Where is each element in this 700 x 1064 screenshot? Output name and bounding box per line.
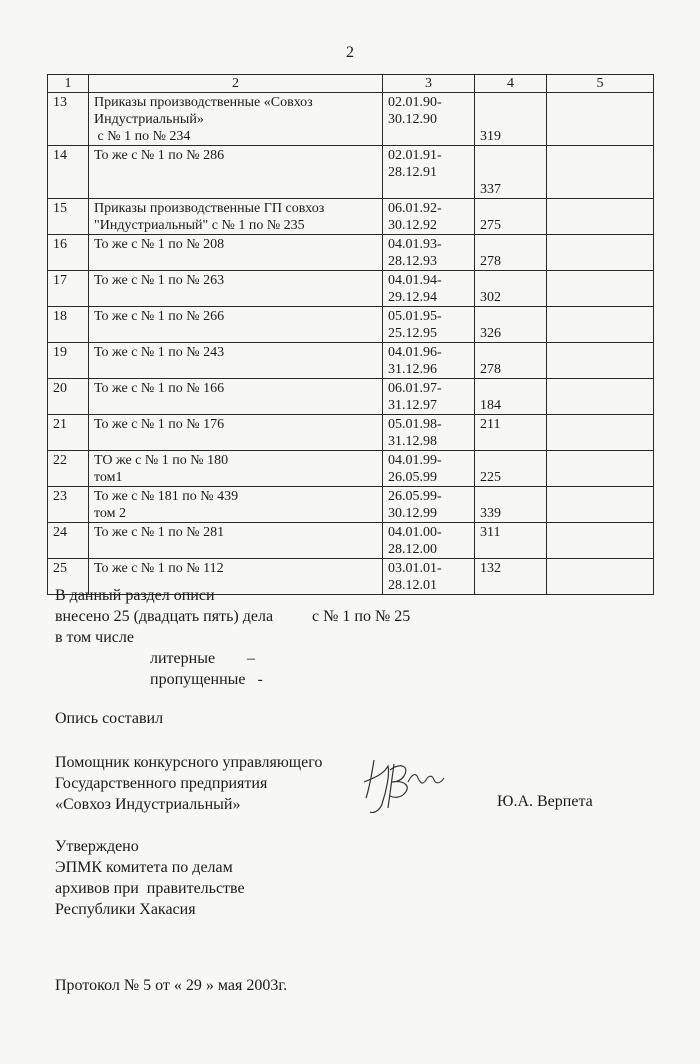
- row-date-line: 26.05.99: [388, 470, 437, 485]
- row-date-line: 06.01.92-: [388, 201, 442, 216]
- row-title: [89, 235, 383, 271]
- row-sheet-count: [475, 343, 547, 379]
- row-title-line: То же с № 1 по № 263: [94, 273, 225, 288]
- row-note: [547, 271, 654, 307]
- summary-block: [55, 585, 410, 690]
- row-title: [89, 343, 383, 379]
- table-row: [48, 271, 654, 307]
- row-dates: [383, 415, 475, 451]
- row-count-value: 132: [480, 561, 501, 576]
- summary-literal: литерные –: [150, 650, 256, 667]
- row-sheet-count: [475, 559, 547, 595]
- row-date-line: 05.01.95-: [388, 309, 442, 324]
- signer-name: Ю.А. Верпета: [497, 793, 593, 810]
- row-dates: [383, 146, 475, 199]
- row-title: [89, 93, 383, 146]
- row-dates: [383, 451, 475, 487]
- row-note: [547, 451, 654, 487]
- row-date-line: 04.01.99-: [388, 453, 442, 468]
- compiled-by-label: Опись составил: [55, 710, 164, 727]
- row-count-value: 225: [480, 470, 501, 485]
- summary-line-1: В данный раздел описи: [55, 587, 215, 604]
- row-note: [547, 343, 654, 379]
- row-note: [547, 379, 654, 415]
- row-count-value: 326: [480, 326, 501, 341]
- row-date-line: 04.01.00-: [388, 525, 442, 540]
- row-title-line: "Индустриальный" с № 1 по № 235: [94, 218, 305, 233]
- row-date-line: 04.01.93-: [388, 237, 442, 252]
- row-date-line: 02.01.91-: [388, 148, 442, 163]
- row-number: 23: [48, 487, 89, 523]
- inventory-table: [47, 74, 654, 595]
- row-title: [89, 307, 383, 343]
- row-note: [547, 307, 654, 343]
- summary-line-2: [55, 606, 410, 627]
- row-note: [547, 93, 654, 146]
- row-title-line: То же с № 1 по № 266: [94, 309, 225, 324]
- approval-line-4: Республики Хакасия: [55, 901, 196, 918]
- row-count-value: 337: [480, 182, 501, 197]
- row-number: 16: [48, 235, 89, 271]
- row-date-line: 28.12.91: [388, 165, 437, 180]
- handwritten-signature: [360, 752, 460, 827]
- row-number: 18: [48, 307, 89, 343]
- table-row: [48, 451, 654, 487]
- row-dates: [383, 307, 475, 343]
- row-note: [547, 235, 654, 271]
- row-title-line: То же с № 1 по № 176: [94, 417, 225, 432]
- page-number: 2: [346, 44, 354, 61]
- table-header-row: [48, 75, 654, 93]
- row-dates: [383, 487, 475, 523]
- row-title-line: То же с № 1 по № 112: [94, 561, 224, 576]
- protocol-line: [55, 975, 287, 996]
- row-date-line: 04.01.94-: [388, 273, 442, 288]
- row-count-value: 339: [480, 506, 501, 521]
- row-date-line: 02.01.90-: [388, 95, 442, 110]
- table-row: [48, 146, 654, 199]
- row-date-line: 26.05.99-: [388, 489, 442, 504]
- row-title-line: То же с № 181 по № 439: [94, 489, 239, 504]
- row-note: [547, 146, 654, 199]
- row-dates: [383, 379, 475, 415]
- row-date-line: 03.01.01-: [388, 561, 442, 576]
- row-note: [547, 199, 654, 235]
- row-date-line: 05.01.98-: [388, 417, 442, 432]
- row-dates: [383, 235, 475, 271]
- row-title-line: Приказы производственные ГП совхоз: [94, 201, 325, 216]
- row-date-line: 29.12.94: [388, 290, 437, 305]
- approval-line-2: ЭПМК комитета по делам: [55, 859, 233, 876]
- row-note: [547, 523, 654, 559]
- row-title: [89, 523, 383, 559]
- row-date-line: 04.01.96-: [388, 345, 442, 360]
- row-count-value: 302: [480, 290, 501, 305]
- signer-line-2: Государственного предприятия: [55, 775, 268, 792]
- row-title: [89, 415, 383, 451]
- row-count-value: 278: [480, 254, 501, 269]
- row-dates: [383, 271, 475, 307]
- header-col-5: 5: [547, 75, 654, 93]
- row-title: [89, 199, 383, 235]
- row-title-line: Приказы производственные «Совхоз: [94, 95, 313, 110]
- row-count-value: 275: [480, 218, 501, 233]
- row-date-line: 30.12.92: [388, 218, 437, 233]
- row-dates: [383, 523, 475, 559]
- summary-missing: пропущенные -: [150, 671, 263, 688]
- row-date-line: 28.12.93: [388, 254, 437, 269]
- table-row: [48, 415, 654, 451]
- approval-line-3: архивов при правительстве: [55, 880, 245, 897]
- row-sheet-count: [475, 271, 547, 307]
- row-date-line: 28.12.00: [388, 542, 437, 557]
- row-dates: [383, 93, 475, 146]
- row-title-line: Индустриальный»: [94, 112, 204, 127]
- header-col-2: 2: [89, 75, 383, 93]
- row-number: 13: [48, 93, 89, 146]
- table-row: [48, 235, 654, 271]
- table-body: [48, 93, 654, 595]
- row-date-line: 31.12.98: [388, 434, 437, 449]
- row-number: 17: [48, 271, 89, 307]
- row-title-line: То же с № 1 по № 166: [94, 381, 225, 396]
- signer-line-3: «Совхоз Индустриальный»: [55, 796, 241, 813]
- header-col-4: 4: [475, 75, 547, 93]
- row-count-value: 211: [480, 417, 501, 432]
- row-date-line: 31.12.96: [388, 362, 437, 377]
- row-dates: [383, 199, 475, 235]
- protocol-text: Протокол № 5 от « 29 » мая 2003г.: [55, 977, 288, 994]
- row-title-line: То же с № 1 по № 243: [94, 345, 225, 360]
- summary-count-text: внесено 25 (двадцать пять) дела: [55, 608, 274, 625]
- row-sheet-count: [475, 451, 547, 487]
- signer-block: [55, 752, 322, 815]
- row-title: [89, 379, 383, 415]
- row-title-line: То же с № 1 по № 286: [94, 148, 225, 163]
- row-title: [89, 271, 383, 307]
- table-row: [48, 523, 654, 559]
- row-title: [89, 451, 383, 487]
- row-sheet-count: [475, 235, 547, 271]
- row-date-line: 30.12.90: [388, 112, 437, 127]
- row-count-value: 278: [480, 362, 501, 377]
- row-sheet-count: [475, 523, 547, 559]
- row-date-line: 06.01.97-: [388, 381, 442, 396]
- header-col-1: 1: [48, 75, 89, 93]
- row-note: [547, 559, 654, 595]
- row-sheet-count: [475, 379, 547, 415]
- summary-line-3: в том числе: [55, 629, 134, 646]
- row-title-line: То же с № 1 по № 281: [94, 525, 225, 540]
- row-count-value: 311: [480, 525, 501, 540]
- row-date-line: 25.12.95: [388, 326, 437, 341]
- row-sheet-count: [475, 487, 547, 523]
- row-date-line: 28.12.01: [388, 578, 437, 593]
- row-number: 21: [48, 415, 89, 451]
- row-title: [89, 146, 383, 199]
- row-number: 14: [48, 146, 89, 199]
- row-date-line: 31.12.97: [388, 398, 437, 413]
- row-title-line: том1: [94, 470, 123, 485]
- row-sheet-count: [475, 307, 547, 343]
- row-title-line: с № 1 по № 234: [94, 129, 191, 144]
- row-number: 22: [48, 451, 89, 487]
- row-number: 24: [48, 523, 89, 559]
- row-title-line: ТО же с № 1 по № 180: [94, 453, 229, 468]
- table-row: [48, 307, 654, 343]
- row-sheet-count: [475, 93, 547, 146]
- row-note: [547, 487, 654, 523]
- row-date-line: 30.12.99: [388, 506, 437, 521]
- signer-line-1: Помощник конкурсного управляющего: [55, 754, 323, 771]
- row-title: [89, 487, 383, 523]
- row-count-value: 319: [480, 129, 501, 144]
- table-row: [48, 379, 654, 415]
- compiled-by: [55, 708, 163, 729]
- row-dates: [383, 343, 475, 379]
- table-row: [48, 199, 654, 235]
- row-number: 19: [48, 343, 89, 379]
- approval-block: [55, 836, 245, 920]
- row-sheet-count: [475, 146, 547, 199]
- row-count-value: 184: [480, 398, 501, 413]
- row-number: 20: [48, 379, 89, 415]
- row-number: 15: [48, 199, 89, 235]
- table-row: [48, 343, 654, 379]
- summary-range-text: с № 1 по № 25: [312, 608, 411, 625]
- approval-line-1: Утверждено: [55, 838, 139, 855]
- row-title-line: том 2: [94, 506, 127, 521]
- row-sheet-count: [475, 415, 547, 451]
- table-row: [48, 487, 654, 523]
- row-title-line: То же с № 1 по № 208: [94, 237, 225, 252]
- row-sheet-count: [475, 199, 547, 235]
- header-col-3: 3: [383, 75, 475, 93]
- row-number: 25: [48, 559, 89, 595]
- table-row: [48, 93, 654, 146]
- row-note: [547, 415, 654, 451]
